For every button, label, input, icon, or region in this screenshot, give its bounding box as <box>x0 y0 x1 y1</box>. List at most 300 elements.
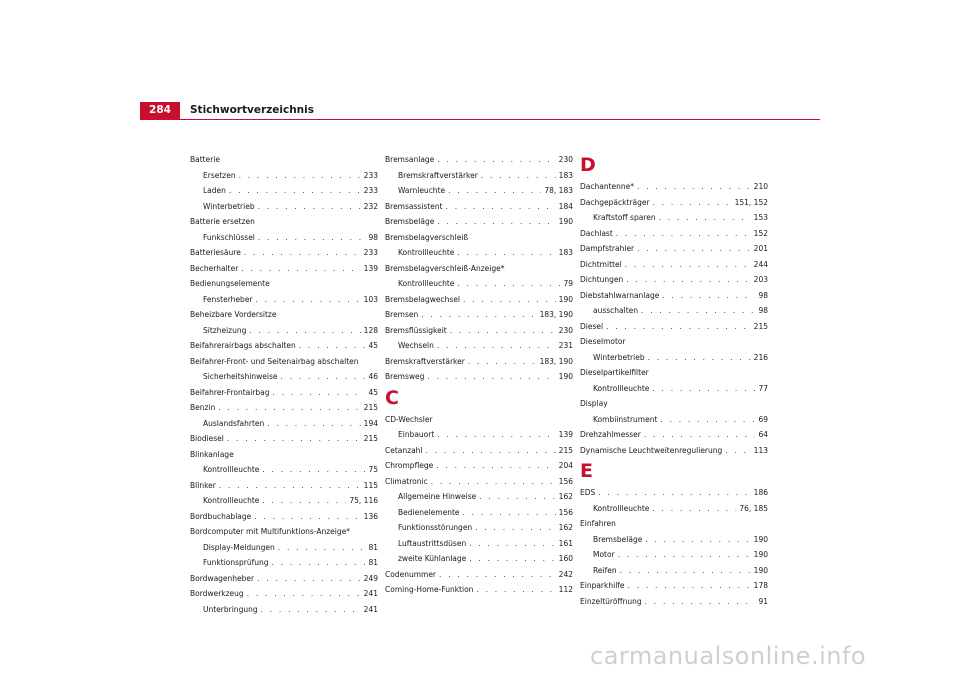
entry-label: Funktionsprüfung <box>203 558 269 567</box>
dot-leader <box>448 183 541 199</box>
entry-label: Dachantenne* <box>580 182 635 191</box>
index-subentry <box>385 276 573 292</box>
entry-page-ref: 156 <box>558 476 573 486</box>
entry-page-ref: 139 <box>558 430 573 439</box>
index-heading: Batterie ersetzen <box>190 217 255 226</box>
dot-leader <box>645 594 756 610</box>
entry-page-ref: 186 <box>753 488 768 497</box>
entry-label: Kontrollleuchte <box>593 503 650 513</box>
entry-page-ref: 244 <box>753 259 768 269</box>
dot-leader <box>616 226 751 242</box>
entry-page-ref: 69 <box>758 414 768 424</box>
dot-leader <box>267 416 360 432</box>
watermark: carmanualsonline.info <box>590 642 867 670</box>
entry-label: Bremsbelagwechsel <box>385 294 460 304</box>
dot-leader <box>725 443 750 459</box>
entry-label: Reifen <box>593 565 617 575</box>
index-entry <box>580 257 768 273</box>
index-subentry <box>385 489 573 505</box>
dot-leader <box>278 540 366 556</box>
index-entry <box>385 474 573 490</box>
entry-label: Funkschlüssel <box>203 232 255 242</box>
index-subentry <box>580 381 768 397</box>
dot-leader <box>469 551 555 567</box>
index-column-3 <box>580 152 768 609</box>
dot-leader <box>427 369 555 385</box>
entry-label: Winterbetrieb <box>203 201 255 211</box>
index-entry <box>385 152 573 168</box>
index-heading: Dieselpartikelfilter <box>580 368 649 377</box>
entry-page-ref: 233 <box>363 170 378 180</box>
entry-label: Coming-Home-Funktion <box>385 585 474 594</box>
entry-page-ref: 241 <box>363 589 378 598</box>
index-subentry <box>190 292 378 308</box>
entry-label: Drehzahlmesser <box>580 430 641 439</box>
index-heading: Bordcomputer mit Multifunktions-Anzeige* <box>190 527 350 536</box>
dot-leader <box>254 509 360 525</box>
dot-leader <box>606 319 751 335</box>
dot-leader <box>257 571 361 587</box>
dot-leader <box>262 493 346 509</box>
dot-leader <box>479 489 555 505</box>
entry-label: Dachlast <box>580 228 613 238</box>
index-column-1 <box>190 152 378 617</box>
index-subentry <box>385 520 573 536</box>
entry-label: Dampfstrahler <box>580 244 635 253</box>
dot-leader <box>641 303 755 319</box>
index-heading: Bremsbelagverschleiß-Anzeige* <box>385 263 505 273</box>
index-entry <box>190 400 378 416</box>
entry-label: Warnleuchte <box>398 186 446 195</box>
dot-leader <box>258 199 361 215</box>
entry-page-ref: 210 <box>753 182 768 191</box>
entry-label: Einbauort <box>398 430 435 439</box>
dot-leader <box>421 307 536 323</box>
index-entry <box>190 431 378 447</box>
entry-page-ref: 79 <box>563 279 573 288</box>
dot-leader <box>256 292 361 308</box>
index-entry <box>385 292 573 308</box>
dot-leader <box>261 602 361 618</box>
entry-page-ref: 98 <box>368 232 378 242</box>
entry-page-ref: 215 <box>363 403 378 412</box>
entry-page-ref: 78, 183 <box>544 186 573 195</box>
index-entry <box>385 443 573 459</box>
entry-label: Cetanzahl <box>385 445 423 455</box>
entry-label: ausschalten <box>593 306 639 315</box>
entry-label: Bordwagenheber <box>190 573 255 583</box>
dot-leader <box>219 478 361 494</box>
entry-label: Chrompflege <box>385 461 434 470</box>
entry-label: Dynamische Leuchtweitenregulierung <box>580 445 723 455</box>
dot-leader <box>626 272 750 288</box>
entry-page-ref: 156 <box>558 507 573 517</box>
index-entry <box>190 509 378 525</box>
entry-label: Wechseln <box>398 341 434 350</box>
index-subentry <box>190 323 378 339</box>
entry-label: Kontrollleuchte <box>203 496 260 505</box>
dot-leader <box>637 241 751 257</box>
entry-label: Benzin <box>190 403 216 412</box>
index-entry <box>190 571 378 587</box>
entry-page-ref: 201 <box>753 244 768 253</box>
entry-label: Fensterheber <box>203 294 253 304</box>
index-subentry <box>190 602 378 618</box>
index-entry <box>190 478 378 494</box>
entry-page-ref: 64 <box>758 430 768 439</box>
entry-label: Ersetzen <box>203 170 236 180</box>
entry-label: Diebstahlwarnanlage <box>580 290 660 300</box>
entry-label: Bedienelemente <box>398 507 460 517</box>
header-divider <box>140 119 820 120</box>
dot-leader <box>475 520 555 536</box>
entry-label: Bordwerkzeug <box>190 589 244 598</box>
index-subentry <box>385 183 573 199</box>
index-subentry <box>385 427 573 443</box>
index-subentry <box>580 547 768 563</box>
section-letter: D <box>580 154 596 176</box>
index-heading: Beheizbare Vordersitze <box>190 310 277 319</box>
index-subentry <box>190 168 378 184</box>
index-entry <box>385 323 573 339</box>
index-subentry <box>580 210 768 226</box>
entry-page-ref: 241 <box>363 604 378 614</box>
entry-page-ref: 216 <box>753 352 768 362</box>
dot-leader <box>247 586 361 602</box>
index-subentry <box>580 303 768 319</box>
index-subentry <box>190 493 378 509</box>
dot-leader <box>437 427 555 443</box>
dot-leader <box>258 230 366 246</box>
index-entry <box>580 288 768 304</box>
entry-page-ref: 115 <box>363 480 378 490</box>
entry-label: Bremsweg <box>385 372 425 381</box>
entry-label: Bremsanlage <box>385 155 435 164</box>
entry-page-ref: 81 <box>368 558 378 567</box>
entry-page-ref: 81 <box>368 542 378 552</box>
index-heading: Dieselmotor <box>580 337 626 346</box>
dot-leader <box>660 412 755 428</box>
index-entry <box>580 594 768 610</box>
index-subentry <box>580 412 768 428</box>
index-subentry <box>190 555 378 571</box>
entry-label: Beifahrer-Frontairbag <box>190 387 270 397</box>
entry-page-ref: 128 <box>363 325 378 335</box>
dot-leader <box>431 474 556 490</box>
dot-leader <box>481 168 556 184</box>
entry-label: Winterbetrieb <box>593 352 645 362</box>
page-number-badge: 284 <box>140 102 180 119</box>
index-subentry <box>580 532 768 548</box>
dot-leader <box>653 195 732 211</box>
entry-page-ref: 233 <box>363 248 378 257</box>
dot-leader <box>244 245 361 261</box>
index-subentry <box>190 540 378 556</box>
entry-label: zweite Kühlanlage <box>398 554 467 563</box>
index-subentry <box>580 563 768 579</box>
dot-leader <box>239 168 361 184</box>
dot-leader <box>463 292 556 308</box>
dot-leader <box>426 443 556 459</box>
entry-label: Blinker <box>190 480 216 490</box>
entry-page-ref: 190 <box>558 294 573 304</box>
entry-label: Sitzheizung <box>203 325 247 335</box>
dot-leader <box>457 276 560 292</box>
dot-leader <box>227 431 361 447</box>
section-letter: E <box>580 460 593 482</box>
entry-label: Auslandsfahrten <box>203 418 265 428</box>
index-subentry <box>580 501 768 517</box>
dot-leader <box>463 505 556 521</box>
index-entry <box>190 245 378 261</box>
index-heading: Bedienungselemente <box>190 279 270 288</box>
entry-label: Bremsassistent <box>385 201 443 211</box>
index-subentry <box>385 245 573 261</box>
dot-leader <box>618 547 751 563</box>
entry-label: Funktionsstörungen <box>398 523 473 532</box>
entry-page-ref: 230 <box>558 325 573 335</box>
entry-page-ref: 190 <box>558 372 573 381</box>
dot-leader <box>439 567 556 583</box>
entry-page-ref: 103 <box>363 294 378 304</box>
index-subentry <box>190 230 378 246</box>
dot-leader <box>659 210 751 226</box>
entry-label: Bremskraftverstärker <box>385 356 465 366</box>
index-subentry <box>190 199 378 215</box>
entry-label: Unterbringung <box>203 604 258 614</box>
index-entry <box>385 458 573 474</box>
entry-page-ref: 190 <box>753 565 768 575</box>
entry-label: Luftaustrittsdüsen <box>398 538 467 548</box>
entry-page-ref: 230 <box>558 155 573 164</box>
page-title: Stichwortverzeichnis <box>190 104 314 116</box>
entry-page-ref: 194 <box>363 418 378 428</box>
index-subentry <box>190 369 378 385</box>
index-entry <box>385 369 573 385</box>
dot-leader <box>598 485 750 501</box>
dot-leader <box>249 323 360 339</box>
index-entry <box>580 179 768 195</box>
dot-leader <box>662 288 755 304</box>
entry-page-ref: 183, 190 <box>539 310 573 319</box>
dot-leader <box>437 152 555 168</box>
entry-page-ref: 183, 190 <box>539 356 573 366</box>
dot-leader <box>457 245 555 261</box>
index-entry <box>385 582 573 598</box>
index-heading: Display <box>580 399 608 408</box>
entry-page-ref: 242 <box>558 569 573 579</box>
index-entry <box>580 578 768 594</box>
entry-label: Bremsen <box>385 310 419 319</box>
index-column-2 <box>385 152 573 598</box>
index-subentry <box>385 536 573 552</box>
entry-label: Bremsbeläge <box>385 217 435 226</box>
entry-page-ref: 204 <box>558 461 573 470</box>
section-letter: C <box>385 386 399 409</box>
entry-page-ref: 215 <box>753 321 768 331</box>
dot-leader <box>637 179 751 195</box>
entry-label: Climatronic <box>385 476 428 486</box>
entry-page-ref: 75, 116 <box>349 496 378 505</box>
dot-leader <box>262 462 365 478</box>
entry-label: Biodiesel <box>190 434 224 443</box>
dot-leader <box>645 532 750 548</box>
entry-label: Bremsflüssigkeit <box>385 325 447 335</box>
entry-page-ref: 160 <box>558 554 573 563</box>
entry-page-ref: 77 <box>758 383 768 393</box>
entry-page-ref: 112 <box>558 585 573 594</box>
entry-page-ref: 45 <box>368 341 378 350</box>
entry-page-ref: 184 <box>558 201 573 211</box>
entry-label: Laden <box>203 186 226 195</box>
dot-leader <box>273 385 366 401</box>
index-entry <box>385 199 573 215</box>
entry-page-ref: 215 <box>363 434 378 443</box>
index-entry <box>580 195 768 211</box>
entry-page-ref: 183 <box>558 248 573 257</box>
entry-page-ref: 215 <box>558 445 573 455</box>
entry-label: Kontrollleuchte <box>593 383 650 393</box>
dot-leader <box>272 555 366 571</box>
entry-page-ref: 190 <box>558 217 573 226</box>
entry-page-ref: 136 <box>363 511 378 521</box>
dot-leader <box>437 214 555 230</box>
entry-label: Einzeltüröffnung <box>580 596 642 606</box>
entry-page-ref: 152 <box>753 228 768 238</box>
entry-page-ref: 91 <box>758 596 768 606</box>
dot-leader <box>648 350 751 366</box>
entry-label: Allgemeine Hinweise <box>398 492 477 501</box>
entry-page-ref: 153 <box>753 213 768 222</box>
entry-page-ref: 161 <box>558 538 573 548</box>
entry-page-ref: 151, 152 <box>734 197 768 207</box>
index-entry <box>580 427 768 443</box>
dot-leader <box>644 427 756 443</box>
entry-label: Bremskraftverstärker <box>398 170 478 180</box>
dot-leader <box>218 400 360 416</box>
entry-label: Motor <box>593 550 615 559</box>
entry-label: Display-Meldungen <box>203 542 275 552</box>
index-entry <box>580 443 768 459</box>
entry-label: Dichtmittel <box>580 259 622 269</box>
entry-label: Beifahrerairbags abschalten <box>190 341 296 350</box>
entry-label: Kontrollleuchte <box>398 279 455 288</box>
dot-leader <box>628 578 751 594</box>
index-entry <box>385 307 573 323</box>
entry-page-ref: 232 <box>363 201 378 211</box>
dot-leader <box>436 458 555 474</box>
entry-page-ref: 183 <box>558 170 573 180</box>
entry-page-ref: 249 <box>363 573 378 583</box>
dot-leader <box>469 536 555 552</box>
dot-leader <box>620 563 751 579</box>
entry-page-ref: 139 <box>363 263 378 273</box>
entry-label: Bremsbeläge <box>593 534 643 544</box>
entry-page-ref: 46 <box>368 372 378 381</box>
entry-page-ref: 98 <box>758 306 768 315</box>
index-entry <box>385 567 573 583</box>
index-entry <box>580 319 768 335</box>
entry-page-ref: 162 <box>558 523 573 532</box>
index-heading: Bremsbelagverschleiß <box>385 232 469 242</box>
index-subentry <box>385 551 573 567</box>
dot-leader <box>450 323 556 339</box>
dot-leader <box>299 338 366 354</box>
index-subentry <box>385 168 573 184</box>
entry-label: Bordbuchablage <box>190 511 252 521</box>
index-entry <box>385 354 573 370</box>
entry-label: Diesel <box>580 321 604 331</box>
dot-leader <box>652 381 755 397</box>
entry-label: Codenummer <box>385 569 437 579</box>
entry-page-ref: 203 <box>753 275 768 284</box>
dot-leader <box>625 257 751 273</box>
entry-page-ref: 190 <box>753 534 768 544</box>
index-entry <box>580 272 768 288</box>
index-entry <box>190 586 378 602</box>
entry-label: Dichtungen <box>580 275 624 284</box>
entry-label: Kontrollleuchte <box>398 248 455 257</box>
dot-leader <box>652 501 736 517</box>
entry-page-ref: 231 <box>558 341 573 350</box>
index-heading: Einfahren <box>580 519 616 528</box>
entry-page-ref: 76, 185 <box>739 503 768 513</box>
dot-leader <box>437 338 556 354</box>
dot-leader <box>476 582 555 598</box>
index-heading: Blinkanlage <box>190 449 234 459</box>
index-entry <box>190 338 378 354</box>
index-entry <box>385 214 573 230</box>
index-entry <box>580 241 768 257</box>
entry-page-ref: 178 <box>753 581 768 590</box>
dot-leader <box>446 199 556 215</box>
index-subentry <box>190 416 378 432</box>
index-entry <box>190 261 378 277</box>
index-heading: Batterie <box>190 155 221 164</box>
index-heading: CD-Wechsler <box>385 414 433 424</box>
index-subentry <box>385 505 573 521</box>
entry-page-ref: 162 <box>558 492 573 501</box>
entry-page-ref: 113 <box>753 445 768 455</box>
index-subentry <box>385 338 573 354</box>
index-entry <box>190 385 378 401</box>
entry-page-ref: 45 <box>368 387 378 397</box>
index-subentry <box>190 183 378 199</box>
entry-page-ref: 98 <box>758 290 768 300</box>
dot-leader <box>229 183 361 199</box>
entry-label: Kontrollleuchte <box>203 465 260 474</box>
index-subentry <box>580 350 768 366</box>
entry-label: Batteriesäure <box>190 248 241 257</box>
entry-label: Becherhalter <box>190 263 239 273</box>
entry-label: EDS <box>580 488 596 497</box>
entry-label: Dachgepäckträger <box>580 197 650 207</box>
dot-leader <box>241 261 360 277</box>
dot-leader <box>468 354 537 370</box>
index-entry <box>580 485 768 501</box>
entry-label: Einparkhilfe <box>580 581 625 590</box>
dot-leader <box>281 369 366 385</box>
index-entry <box>580 226 768 242</box>
entry-label: Kraftstoff sparen <box>593 213 656 222</box>
index-heading: Beifahrer-Front- und Seitenairbag abschalten <box>190 356 359 366</box>
index-subentry <box>190 462 378 478</box>
entry-page-ref: 75 <box>368 465 378 474</box>
entry-page-ref: 190 <box>753 550 768 559</box>
entry-label: Sicherheitshinweise <box>203 372 278 381</box>
entry-label: Kombiinstrument <box>593 414 658 424</box>
entry-page-ref: 233 <box>363 186 378 195</box>
